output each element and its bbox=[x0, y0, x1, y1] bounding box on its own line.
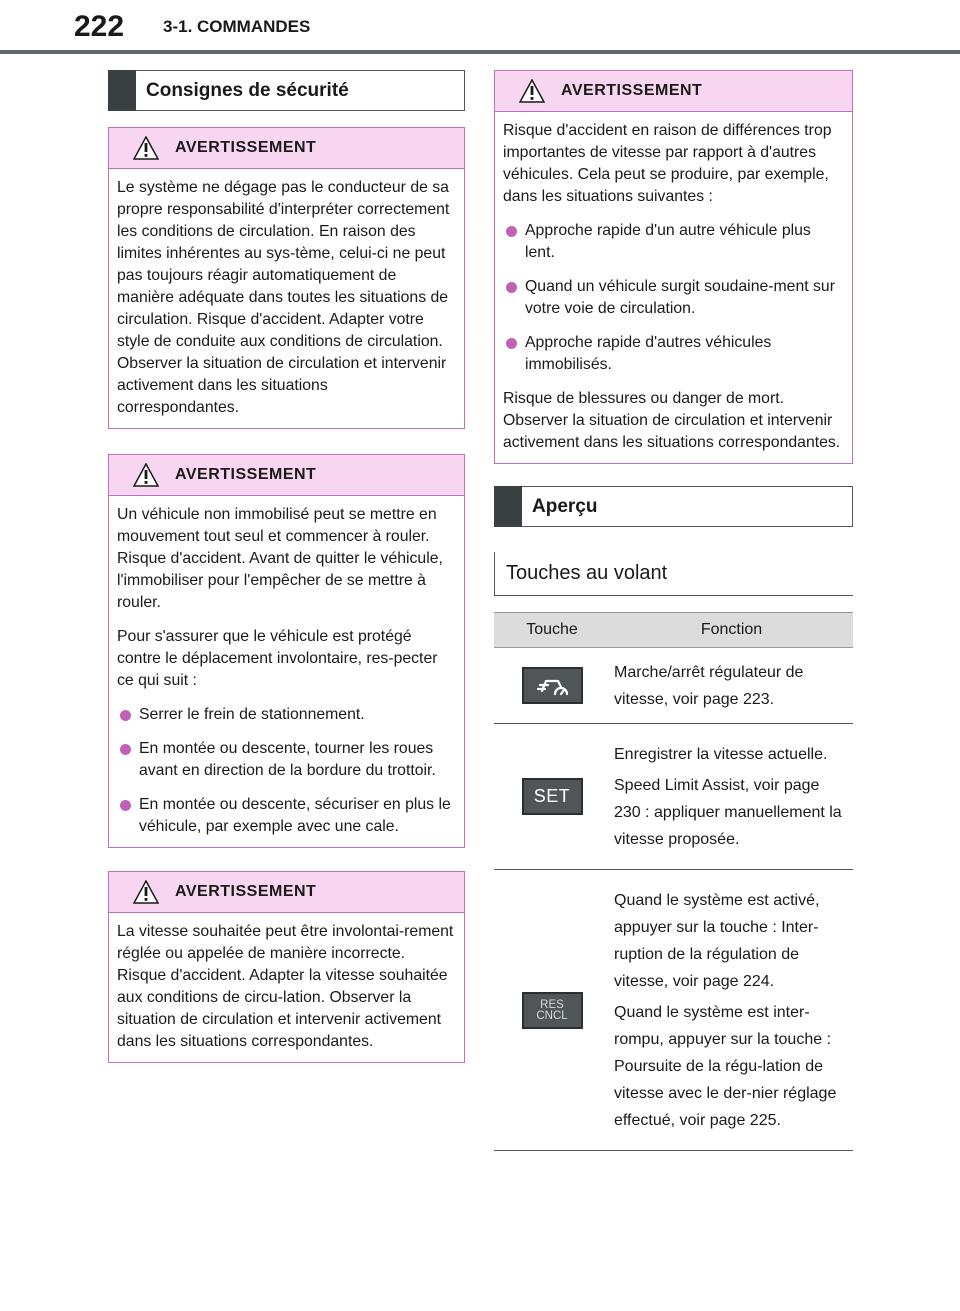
bullet-item bbox=[117, 738, 454, 782]
warning-triangle-icon bbox=[519, 79, 545, 103]
column-header: Fonction bbox=[610, 613, 853, 648]
warning-triangle-icon bbox=[133, 463, 159, 487]
warning-paragraph: Un véhicule non immobilisé peut se mettre en mouvement tout seul et commencer à rouler. Risque d'accident. Avant de quitter le véhicule, l'immobiliser pour l'empêcher de se mettre à rouler. bbox=[117, 506, 443, 611]
bullet-dot-icon bbox=[506, 226, 517, 237]
page-header bbox=[0, 0, 960, 56]
warning-header bbox=[109, 455, 464, 496]
cncl-label: CNCL bbox=[536, 1009, 568, 1022]
warning-header bbox=[109, 128, 464, 169]
bullet-dot-icon bbox=[506, 282, 517, 293]
bullet-dot-icon bbox=[120, 744, 131, 755]
table-row bbox=[494, 648, 853, 724]
bullet-text: Quand un véhicule surgit soudaine-ment sur votre voie de circulation. bbox=[525, 278, 835, 317]
table-header-row bbox=[494, 613, 853, 648]
warning-body bbox=[495, 112, 852, 463]
warning-title: AVERTISSEMENT bbox=[561, 82, 703, 99]
chapter-title: 3-1. COMMANDES bbox=[163, 17, 311, 36]
bullet-dot-icon bbox=[506, 338, 517, 349]
warning-body bbox=[109, 169, 464, 428]
warning-paragraph: Le système ne dégage pas le conducteur de sa propre responsabilité d'interpréter correctement les conditions de circulation. En raison des limites inhérentes au sys-tème, celui-ci ne peut pas toujours réagir automatiquement de manière adéquate dans toutes les situations de circulation. Risque d'accident. Adapter votre style de conduite aux conditions de circulation. Observer la situation de circulation et intervenir activement dans les situations correspondantes. bbox=[117, 179, 450, 416]
section-heading-overview bbox=[494, 486, 853, 527]
bullet-item bbox=[117, 704, 454, 726]
section-title: Consignes de sécurité bbox=[146, 79, 349, 101]
warning-body bbox=[109, 496, 464, 847]
warning-triangle-icon bbox=[133, 136, 159, 160]
table-row bbox=[494, 870, 853, 1151]
warning-paragraph: Pour s'assurer que le véhicule est protégé contre le déplacement involontaire, res-pecter ce qui suit : bbox=[117, 628, 438, 689]
key-cell bbox=[494, 870, 610, 1151]
bullet-item bbox=[503, 220, 842, 264]
left-column bbox=[108, 70, 465, 1063]
warning-title: AVERTISSEMENT bbox=[175, 466, 317, 483]
bullet-dot-icon bbox=[120, 710, 131, 721]
bullet-text: En montée ou descente, sécuriser en plus le véhicule, par exemple avec une cale. bbox=[139, 796, 451, 835]
header-rule bbox=[0, 50, 960, 54]
function-text: Marche/arrêt régulateur de vitesse, voir page 223. bbox=[614, 663, 804, 708]
function-text: Quand le système est inter-rompu, appuyer sur la touche : Poursuite de la régu-lation de vitesse avec le der-nier réglage effectué, voir page 225. bbox=[614, 1003, 837, 1129]
column-header: Touche bbox=[494, 613, 610, 648]
section-bar bbox=[108, 70, 136, 111]
bullet-item bbox=[503, 332, 842, 376]
bullet-text: En montée ou descente, tourner les roues avant en direction de la bordure du trottoir. bbox=[139, 740, 436, 779]
bullet-item bbox=[503, 276, 842, 320]
function-cell bbox=[610, 648, 853, 724]
bullet-text: Serrer le frein de stationnement. bbox=[139, 706, 365, 723]
right-column bbox=[494, 70, 853, 1151]
table-row bbox=[494, 724, 853, 870]
warning-title: AVERTISSEMENT bbox=[175, 139, 317, 156]
warning-paragraph: La vitesse souhaitée peut être involontai-rement réglée ou appelée de manière incorrecte. Risque d'accident. Adapter la vitesse souhaitée aux conditions de circu-lation. Observer la situation de circulation et intervenir activement dans les situations correspondantes. bbox=[117, 923, 454, 1050]
cruise-control-icon bbox=[524, 669, 581, 702]
bullet-text: Approche rapide d'autres véhicules immobilisés. bbox=[525, 334, 772, 373]
bullet-dot-icon bbox=[120, 800, 131, 811]
function-text: Quand le système est activé, appuyer sur la touche : Inter-ruption de la régulation de vitesse, voir page 224. bbox=[614, 891, 820, 990]
res-label: RES bbox=[540, 998, 564, 1011]
warning-box-3 bbox=[108, 871, 465, 1063]
warning-outro: Risque de blessures ou danger de mort. Observer la situation de circulation et intervenir activement dans les situations correspondantes. bbox=[503, 390, 841, 451]
warning-box-2 bbox=[108, 454, 465, 848]
function-cell bbox=[610, 870, 853, 1151]
page-number: 222 bbox=[74, 10, 125, 43]
function-text: Speed Limit Assist, voir page 230 : appliquer manuellement la vitesse proposée. bbox=[614, 776, 842, 848]
keys-table bbox=[494, 612, 853, 1151]
section-bar bbox=[494, 486, 522, 527]
warning-title: AVERTISSEMENT bbox=[175, 883, 317, 900]
warning-header bbox=[495, 71, 852, 112]
res-cncl-key bbox=[522, 992, 583, 1029]
warning-intro: Risque d'accident en raison de différences trop importantes de vitesse par rapport à d'autres véhicules. Cela peut se produire, par exemple, dans les situations suivantes : bbox=[503, 122, 832, 205]
section-title: Aperçu bbox=[532, 495, 598, 517]
section-heading-safety bbox=[108, 70, 465, 111]
key-cell bbox=[494, 724, 610, 870]
key-cell bbox=[494, 648, 610, 724]
subsection-title: Touches au volant bbox=[494, 552, 853, 596]
warning-triangle-icon bbox=[133, 880, 159, 904]
cruise-control-key bbox=[522, 667, 583, 704]
warning-box-4 bbox=[494, 70, 853, 464]
warning-body bbox=[109, 913, 464, 1062]
set-key: SET bbox=[522, 778, 583, 815]
function-text: Enregistrer la vitesse actuelle. bbox=[614, 745, 828, 763]
warning-header bbox=[109, 872, 464, 913]
bullet-item bbox=[117, 794, 454, 838]
bullet-text: Approche rapide d'un autre véhicule plus lent. bbox=[525, 222, 811, 261]
function-cell bbox=[610, 724, 853, 870]
warning-box-1 bbox=[108, 127, 465, 429]
